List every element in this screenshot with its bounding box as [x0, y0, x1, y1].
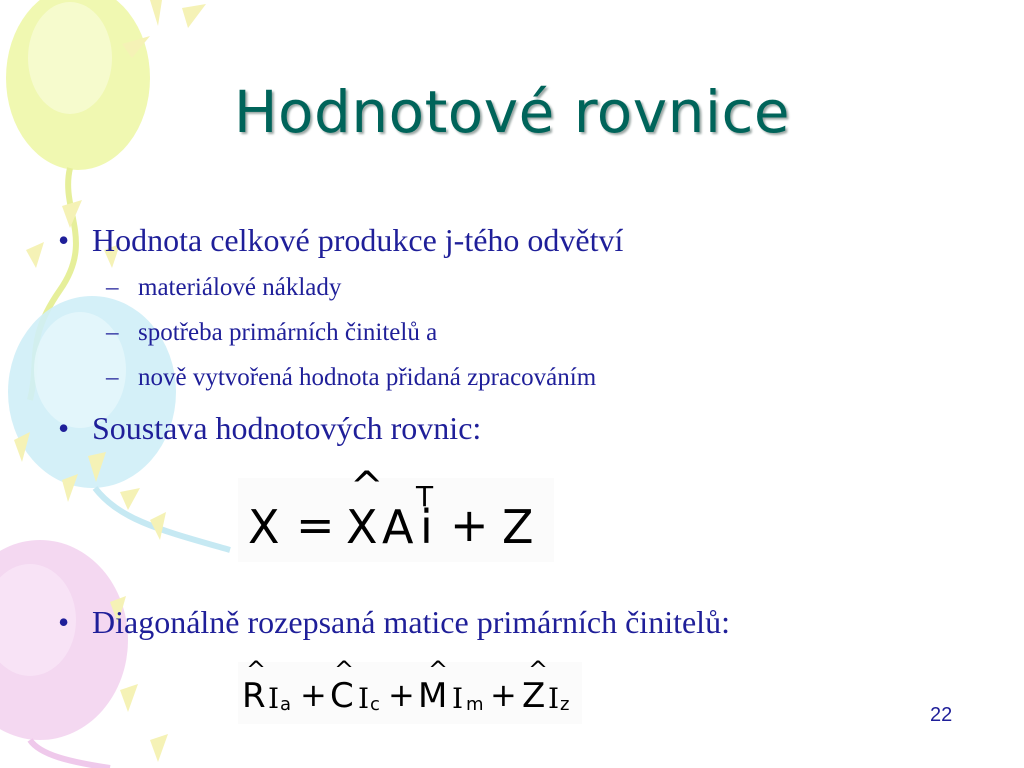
bullet-marker: • [58, 604, 70, 640]
formula-symbol: R [242, 676, 266, 716]
formula-diagonal-matrix [238, 656, 582, 724]
bullet-text: Hodnota celkové produkce j-tého odvětví [92, 222, 624, 258]
bullet-text: Soustava hodnotových rovnic: [92, 410, 482, 446]
sub-bullet-item [106, 274, 341, 302]
sub-bullet-marker: – [106, 364, 119, 391]
formula-subscript: m [466, 694, 484, 715]
slide-title: Hodnotové rovnice [233, 78, 791, 146]
formula-subscript: c [370, 694, 380, 715]
formula-symbol: I [358, 682, 370, 715]
formula-symbol: A [382, 500, 414, 554]
page-number: 22 [930, 704, 953, 726]
formula-subscript: a [280, 694, 292, 715]
formula-superscript: T [416, 480, 434, 513]
formula-symbol: I [268, 682, 280, 715]
formula-value-equations [238, 464, 554, 562]
formula-hat: ^ [528, 656, 549, 684]
formula-symbol: i [420, 500, 433, 554]
sub-bullet-item [106, 319, 437, 347]
formula-symbol: I [548, 682, 560, 715]
sub-bullet-marker: – [106, 274, 119, 301]
formula-hat: ^ [246, 656, 267, 684]
formula-symbol: C [330, 676, 354, 716]
formula-operator: + [388, 676, 415, 714]
sub-bullet-marker: – [106, 319, 119, 346]
formula-symbol: M [418, 676, 448, 716]
sub-bullet-item [106, 364, 596, 392]
formula-symbol: X [346, 500, 378, 554]
formula-operator: + [450, 498, 489, 552]
formula-operator: + [490, 676, 517, 714]
formula-hat: ^ [350, 464, 384, 510]
formula-symbol: X [248, 500, 280, 554]
formula-operator: + [300, 676, 327, 714]
sub-bullet-text: nově vytvořená hodnota přidaná zpracováním [138, 364, 597, 391]
bullet-item [58, 222, 623, 259]
bullet-marker: • [58, 222, 70, 258]
formula-symbol: Z [502, 500, 534, 554]
bullet-marker: • [58, 410, 70, 446]
bullet-item [58, 604, 730, 641]
sub-bullet-text: spotřeba primárních činitelů a [138, 319, 438, 346]
sub-bullet-text: materiálové náklady [138, 274, 342, 301]
formula-symbol: I [452, 682, 464, 715]
formula-symbol: Z [522, 676, 546, 716]
formula-subscript: z [560, 694, 570, 715]
bullet-text: Diagonálně rozepsaná matice primárních činitelů: [92, 604, 730, 640]
formula-operator: = [296, 498, 335, 552]
bullet-item [58, 410, 481, 447]
formula-hat: ^ [334, 656, 355, 684]
formula-hat: ^ [428, 656, 449, 684]
